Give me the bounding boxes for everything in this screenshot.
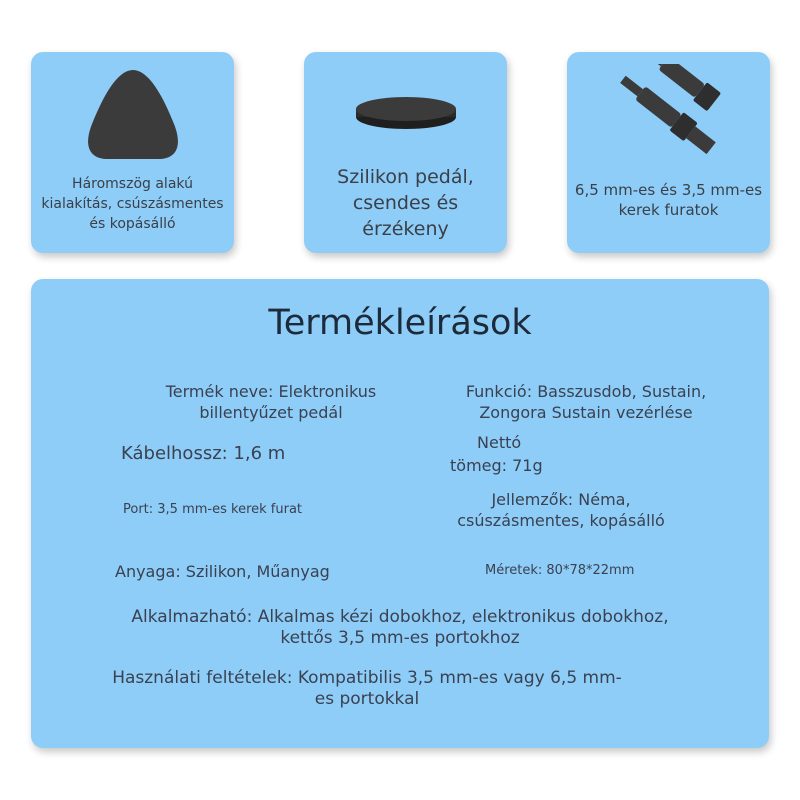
spec-features: Jellemzők: Néma, csúszásmentes, kopásálló	[457, 490, 665, 530]
section-title: Termékleírások	[268, 303, 532, 343]
spec-dimensions: Méretek: 80*78*22mm	[485, 563, 635, 578]
spec-port: Port: 3,5 mm-es kerek furat	[123, 502, 303, 517]
pick-shape-icon	[31, 64, 234, 164]
jack-plug-icon	[567, 64, 770, 179]
spec-function: Funkció: Basszusdob, Sustain, Zongora Sustain vezérlése	[465, 382, 707, 422]
spec-net-weight-label: Nettó	[477, 433, 522, 452]
spec-conditions: Használati feltételek: Kompatibilis 3,5 mm-es vagy 6,5 mm-es portokkal	[112, 668, 622, 709]
silicone-pad-icon	[304, 94, 507, 134]
spec-material: Anyaga: Szilikon, Műanyag	[115, 562, 330, 581]
feature-card-silicone	[304, 52, 507, 253]
spec-product-name: Termék neve: Elektronikus billentyűzet pedál	[165, 382, 377, 422]
product-description-card	[31, 279, 769, 748]
spec-net-weight-value: tömeg: 71g	[450, 456, 543, 475]
spec-applicable: Alkalmazható: Alkalmas kézi dobokhoz, elektronikus dobokhoz, kettős 3,5 mm-es portokhoz	[131, 607, 669, 648]
spec-cable-length: Kábelhossz: 1,6 m	[121, 443, 286, 464]
feature-text: Szilikon pedál, csendes és érzékeny	[337, 166, 474, 240]
feature-card-jack	[567, 52, 770, 253]
feature-text: 6,5 mm-es és 3,5 mm-es kerek furatok	[574, 181, 763, 219]
feature-text: Háromszög alakú kialakítás, csúszásmentes és kopásálló	[41, 176, 224, 232]
feature-card-triangle	[31, 52, 234, 253]
